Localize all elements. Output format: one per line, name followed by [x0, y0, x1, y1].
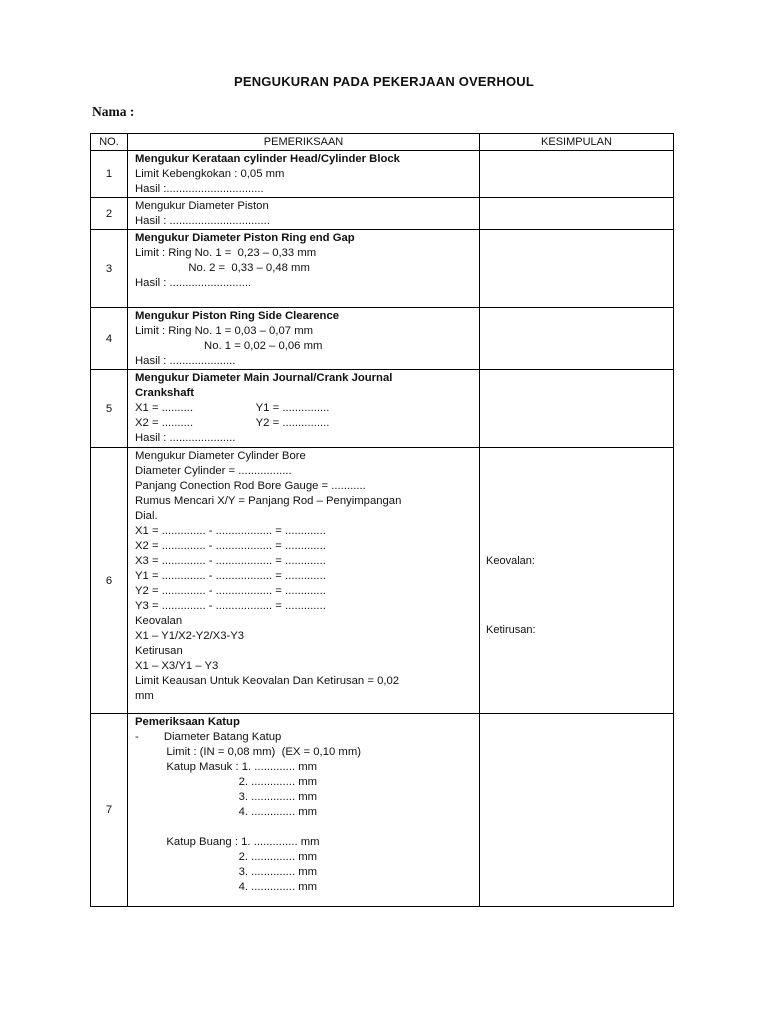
table-row	[91, 714, 674, 907]
row-line: Keovalan	[135, 615, 183, 627]
row-heading: Crankshaft	[135, 387, 195, 399]
row-heading: Mengukur Diameter Piston Ring end Gap	[135, 232, 355, 244]
row-heading: Mengukur Diameter Main Journal/Crank Journal	[135, 372, 393, 384]
header-no: NO.	[91, 134, 128, 151]
row-line: 4. .............. mm	[135, 806, 318, 818]
row-line: X1 = .............. - .................. = .............	[135, 525, 326, 537]
row-number: 6	[91, 448, 128, 714]
row-line: X1 – X3/Y1 – Y3	[135, 660, 219, 672]
row-line: X3 = .............. - .................. = .............	[135, 555, 326, 567]
pemeriksaan-cell	[128, 308, 480, 370]
row-line: X2 = .......... Y2 = ...............	[135, 417, 330, 429]
row-heading: Mengukur Diameter Cylinder Bore	[135, 450, 306, 462]
row-number: 5	[91, 370, 128, 448]
row-number: 7	[91, 714, 128, 907]
row-number: 2	[91, 198, 128, 230]
row-line: Y3 = .............. - .................. = .............	[135, 600, 326, 612]
row-line: mm	[135, 690, 154, 702]
table-row	[91, 198, 674, 230]
row-line: Hasil : .....................	[135, 355, 236, 367]
row-heading: Mengukur Piston Ring Side Clearence	[135, 310, 340, 322]
row-line: 3. .............. mm	[135, 866, 318, 878]
kesimpulan-cell[interactable]	[480, 714, 674, 907]
table-row	[91, 230, 674, 308]
kesimpulan-cell[interactable]	[480, 448, 674, 714]
row-line: X1 – Y1/X2-Y2/X3-Y3	[135, 630, 245, 642]
row-line: Limit Kebengkokan : 0,05 mm	[135, 168, 285, 180]
kesimpulan-cell[interactable]	[480, 198, 674, 230]
table-row	[91, 370, 674, 448]
row-line: Katup Buang : 1. .............. mm	[135, 836, 320, 848]
page-title: PENGUKURAN PADA PEKERJAAN OVERHOUL	[233, 74, 535, 89]
pemeriksaan-cell	[128, 714, 480, 907]
header-pemeriksaan: PEMERIKSAAN	[128, 134, 480, 151]
row-line: Ketirusan	[135, 645, 183, 657]
inspection-table	[90, 133, 674, 907]
row-number: 1	[91, 151, 128, 198]
table-row	[91, 151, 674, 198]
row-number: 4	[91, 308, 128, 370]
nama-label: Nama :	[92, 104, 135, 119]
row-line: X1 = .......... Y1 = ...............	[135, 402, 330, 414]
row-line	[135, 820, 479, 835]
row-line: Rumus Mencari X/Y = Panjang Rod – Penyimpangan	[135, 495, 402, 507]
pemeriksaan-cell	[128, 448, 480, 714]
row-line: No. 1 = 0,02 – 0,06 mm	[135, 340, 323, 352]
row-line: 2. .............. mm	[135, 851, 318, 863]
row-line: - Diameter Batang Katup	[135, 731, 282, 743]
row-line: Dial.	[135, 510, 158, 522]
row-line: Diameter Cylinder = .................	[135, 465, 292, 477]
pemeriksaan-cell	[128, 198, 480, 230]
pemeriksaan-cell	[128, 230, 480, 308]
row-line: Hasil : ..........................	[135, 277, 252, 289]
row-line: Katup Masuk : 1. ............. mm	[135, 761, 318, 773]
row-line: 2. .............. mm	[135, 776, 318, 788]
kesimpulan-cell[interactable]	[480, 151, 674, 198]
header-kesimpulan: KESIMPULAN	[480, 134, 674, 151]
pemeriksaan-cell	[128, 151, 480, 198]
row-line: 4. .............. mm	[135, 881, 318, 893]
row-number: 3	[91, 230, 128, 308]
kesimpulan-cell[interactable]	[480, 308, 674, 370]
row-line: Limit : Ring No. 1 = 0,23 – 0,33 mm	[135, 247, 317, 259]
row-heading: Mengukur Diameter Piston	[135, 200, 269, 212]
row-line: Limit : (IN = 0,08 mm) (EX = 0,10 mm)	[135, 746, 361, 758]
row-heading: Mengukur Kerataan cylinder Head/Cylinder Block	[135, 153, 400, 165]
row-line: Limit Keausan Untuk Keovalan Dan Ketirusan = 0,02	[135, 675, 400, 687]
row-line: 3. .............. mm	[135, 791, 318, 803]
row-line: Hasil :...............................	[135, 183, 264, 195]
row-line: No. 2 = 0,33 – 0,48 mm	[135, 262, 310, 274]
row-line: Hasil : ................................	[135, 215, 270, 227]
table-row	[91, 308, 674, 370]
keovalan-label: Keovalan:	[486, 555, 535, 567]
row-line: Y1 = .............. - .................. = .............	[135, 570, 326, 582]
row-line: Y2 = .............. - .................. = .............	[135, 585, 326, 597]
pemeriksaan-cell	[128, 370, 480, 448]
row-line: Hasil : .....................	[135, 432, 236, 444]
row-line: Limit : Ring No. 1 = 0,03 – 0,07 mm	[135, 325, 314, 337]
table-header-row	[91, 134, 674, 151]
table-row	[91, 448, 674, 714]
row-heading: Pemeriksaan Katup	[135, 716, 240, 728]
row-line: Panjang Conection Rod Bore Gauge = ...........	[135, 480, 366, 492]
kesimpulan-cell[interactable]	[480, 370, 674, 448]
row-line: X2 = .............. - .................. = .............	[135, 540, 326, 552]
kesimpulan-cell[interactable]	[480, 230, 674, 308]
ketirusan-label: Ketirusan:	[486, 624, 536, 636]
